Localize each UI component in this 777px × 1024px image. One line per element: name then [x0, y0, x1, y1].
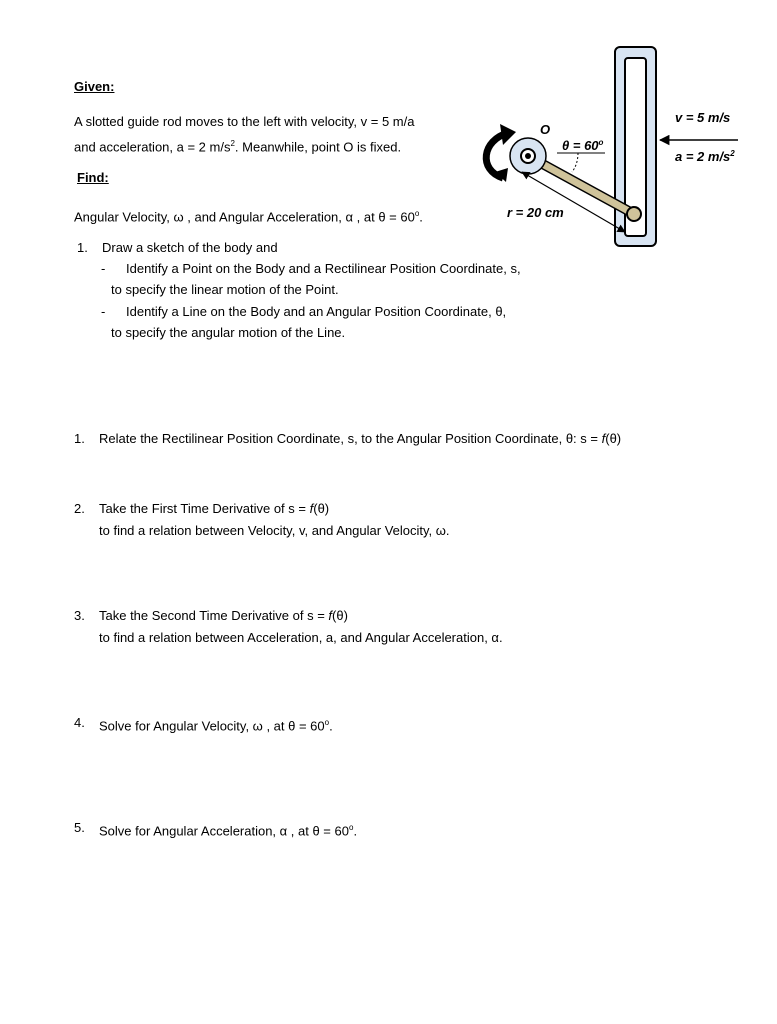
find-heading: Find: — [77, 170, 109, 185]
step-line-rest: . — [353, 823, 358, 839]
step-line — [99, 608, 348, 624]
step-line — [99, 715, 333, 734]
step-number: 2. — [74, 501, 85, 516]
sketch-step-number: 1. — [77, 240, 88, 255]
step-line-sup: o — [348, 823, 354, 832]
acceleration-label — [675, 149, 735, 164]
step-line-rest: (θ) — [332, 608, 348, 623]
angle-arc — [572, 153, 578, 172]
angle-label — [562, 138, 604, 153]
bullet-line: Identify a Point on the Body and a Rectilinear Position Coordinate, s, — [126, 261, 521, 276]
mechanism-diagram — [0, 0, 777, 260]
step-number: 1. — [74, 431, 85, 446]
slider-pin — [627, 207, 641, 221]
given-heading: Given: — [74, 79, 115, 94]
angle-label-sup: o — [598, 138, 604, 147]
step-line-func: f — [601, 431, 606, 446]
rotation-arrow-head-top — [500, 124, 516, 145]
step-number: 5. — [74, 820, 85, 835]
bullet-line: Identify a Line on the Body and an Angular Position Coordinate, θ, — [126, 304, 507, 319]
find-line-text: Angular Velocity, ω , and Angular Acceleration, α , at θ = 60 — [74, 209, 415, 225]
bullet-line-cont: to specify the linear motion of the Point. — [111, 282, 339, 297]
bullet-dash: - — [101, 304, 106, 319]
step-line-2: to find a relation between Velocity, v, and Angular Velocity, ω. — [99, 523, 450, 538]
step-line — [99, 431, 621, 447]
step-line-text: Solve for Angular Velocity, ω , at θ = 60 — [99, 718, 325, 734]
step-line-text: Take the Second Time Derivative of s = — [99, 608, 329, 623]
step-line-2: to find a relation between Acceleration, a, and Angular Acceleration, α. — [99, 630, 503, 645]
find-line-sup: o — [414, 209, 420, 218]
step-number: 4. — [74, 715, 85, 730]
given-line-2-text: and acceleration, a = 2 m/s — [74, 139, 231, 155]
step-line-func: f — [328, 608, 333, 623]
sketch-step-text: Draw a sketch of the body and — [102, 240, 278, 255]
step-line-sup: o — [324, 718, 330, 727]
step-line-text: Solve for Angular Acceleration, α , at θ = 60 — [99, 823, 349, 839]
step-number: 3. — [74, 608, 85, 623]
given-line-2-rest: . Meanwhile, point O is fixed. — [234, 139, 402, 155]
step-line — [99, 820, 357, 839]
step-line-rest: . — [329, 718, 333, 734]
pivot-label: O — [540, 122, 551, 137]
bullet-line-cont: to specify the angular motion of the Line. — [111, 325, 346, 340]
step-line-text: Relate the Rectilinear Position Coordinate, s, to the Angular Position Coordinate, θ: s = — [99, 431, 602, 446]
step-line-text: Take the First Time Derivative of s = — [99, 501, 310, 516]
find-line-rest: . — [419, 209, 423, 225]
given-line-1: A slotted guide rod moves to the left with velocity, v = 5 m/a — [74, 114, 415, 129]
acceleration-label-text: a = 2 m/s — [675, 149, 731, 164]
step-line-func: f — [309, 501, 314, 516]
acceleration-label-sup: 2 — [730, 149, 735, 158]
angle-label-text: θ = 60 — [562, 138, 599, 153]
given-line-2-sup: 2 — [230, 139, 235, 148]
step-line-rest: (θ) — [605, 431, 622, 446]
step-line-rest: (θ) — [313, 501, 330, 516]
step-line — [99, 501, 329, 517]
velocity-label: v = 5 m/s — [675, 110, 731, 125]
bullet-dash: - — [101, 261, 106, 276]
length-label: r = 20 cm — [507, 205, 564, 220]
pivot-center — [525, 153, 531, 159]
